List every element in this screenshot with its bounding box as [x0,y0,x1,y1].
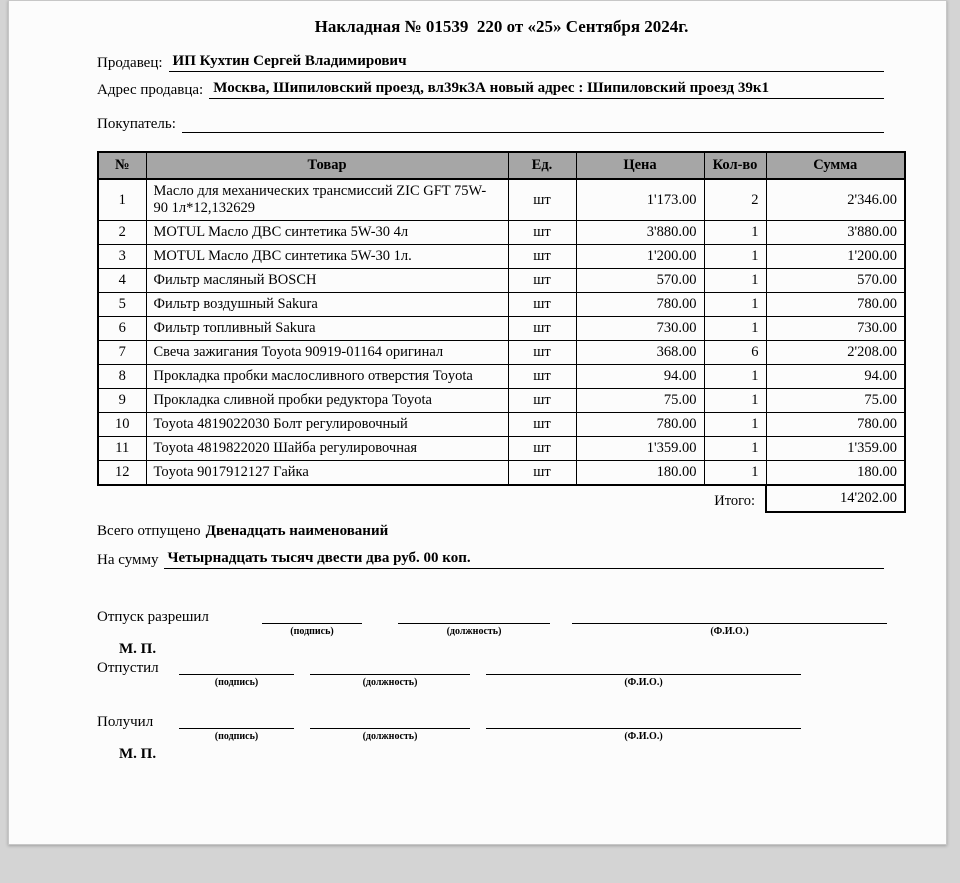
sig-row-received [97,714,906,742]
table-row [98,269,905,293]
cell-price: 368.00 [576,341,704,365]
amount-label: На сумму [97,552,159,568]
cell-unit: шт [508,437,576,461]
seller-address-label: Адрес продавца: [97,82,204,98]
amount-summary [97,550,884,569]
cell-sum: 1'359.00 [766,437,905,461]
sig-row-release-allowed [97,609,906,637]
signature-line [262,609,362,624]
cell-price: 1'359.00 [576,437,704,461]
cell-unit: шт [508,221,576,245]
signature-line [179,714,294,729]
signature-blank [179,660,294,688]
signature-caption: (подпись) [214,677,259,688]
cell-number: 12 [98,461,146,486]
cell-item: Toyota 4819822020 Шайба регулировочная [146,437,508,461]
cell-qty: 1 [704,269,766,293]
cell-price: 3'880.00 [576,221,704,245]
cell-price: 570.00 [576,269,704,293]
fio-blank [486,660,801,688]
released-by-label: Отпустил [97,660,159,676]
table-row [98,221,905,245]
released-label: Всего отпущено [97,523,201,539]
cell-price: 1'173.00 [576,179,704,221]
cell-unit: шт [508,245,576,269]
page-title: Накладная № 01539 220 от «25» Сентября 2024г. [314,17,689,36]
items-table-body [98,179,905,485]
cell-number: 3 [98,245,146,269]
cell-sum: 75.00 [766,389,905,413]
position-blank [310,714,470,742]
released-value: Двенадцать наименований [205,523,389,539]
position-line [310,660,470,675]
position-caption: (должность) [362,677,418,688]
cell-unit: шт [508,341,576,365]
cell-number: 10 [98,413,146,437]
cell-sum: 1'200.00 [766,245,905,269]
cell-price: 780.00 [576,413,704,437]
table-row [98,437,905,461]
cell-sum: 2'208.00 [766,341,905,365]
fio-blank [572,609,887,637]
cell-sum: 570.00 [766,269,905,293]
table-row [98,293,905,317]
items-table-header [98,152,905,179]
cell-item: Свеча зажигания Toyota 90919-01164 оригинал [146,341,508,365]
cell-number: 11 [98,437,146,461]
cell-item: Фильтр топливный Sakura [146,317,508,341]
cell-number: 9 [98,389,146,413]
signature-blank [262,609,362,637]
stamp-mark: М. П. [119,746,157,762]
cell-sum: 180.00 [766,461,905,486]
seller-value: ИП Кухтин Сергей Владимирович [169,53,884,72]
cell-qty: 1 [704,437,766,461]
table-row [98,413,905,437]
table-row [98,317,905,341]
cell-item: Фильтр воздушный Sakura [146,293,508,317]
released-summary [97,523,884,540]
cell-sum: 3'880.00 [766,221,905,245]
seller-label: Продавец: [97,55,163,71]
cell-price: 1'200.00 [576,245,704,269]
column-header-1: Товар [146,152,508,179]
fio-caption: (Ф.И.О.) [710,626,749,637]
cell-item: Прокладка сливной пробки редуктора Toyota [146,389,508,413]
received-by-label: Получил [97,714,154,730]
cell-sum: 730.00 [766,317,905,341]
position-caption: (должность) [446,626,502,637]
buyer-field [97,115,884,133]
cell-item: MOTUL Масло ДВС синтетика 5W-30 4л [146,221,508,245]
column-header-5: Сумма [766,152,905,179]
cell-qty: 1 [704,461,766,486]
cell-price: 75.00 [576,389,704,413]
cell-qty: 1 [704,293,766,317]
spacer [97,688,906,714]
seller-address-field [97,80,884,99]
cell-number: 5 [98,293,146,317]
cell-unit: шт [508,389,576,413]
cell-qty: 1 [704,245,766,269]
column-header-3: Цена [576,152,704,179]
signature-caption: (подпись) [214,731,259,742]
cell-qty: 2 [704,179,766,221]
cell-price: 780.00 [576,293,704,317]
column-header-0: № [98,152,146,179]
buyer-label: Покупатель: [97,116,176,132]
total-value: 14'202.00 [765,486,906,513]
table-row [98,179,905,221]
header-row [98,152,905,179]
cell-unit: шт [508,365,576,389]
cell-number: 2 [98,221,146,245]
amount-value: Четырнадцать тысяч двести два руб. 00 коп. [164,550,885,569]
table-row [98,365,905,389]
cell-number: 6 [98,317,146,341]
table-row [98,341,905,365]
cell-item: Toyota 9017912127 Гайка [146,461,508,486]
column-header-4: Кол-во [704,152,766,179]
cell-sum: 2'346.00 [766,179,905,221]
position-line [310,714,470,729]
fio-blank [486,714,801,742]
cell-qty: 1 [704,317,766,341]
table-row [98,389,905,413]
cell-qty: 1 [704,413,766,437]
cell-item: Масло для механических трансмиссий ZIC GFT 75W-90 1л*12,132629 [146,179,508,221]
cell-unit: шт [508,461,576,486]
table-row [98,245,905,269]
position-blank [310,660,470,688]
cell-qty: 1 [704,221,766,245]
cell-item: Фильтр масляный BOSCH [146,269,508,293]
position-caption: (должность) [362,731,418,742]
position-blank [398,609,550,637]
seller-address-value: Москва, Шипиловский проезд, вл39к3А новый адрес : Шипиловский проезд 39к1 [209,80,884,99]
fio-line [486,660,801,675]
cell-number: 1 [98,179,146,221]
stamp-mark: М. П. [119,641,157,657]
fio-line [486,714,801,729]
seller-field [97,53,884,72]
document-page [8,0,947,845]
cell-sum: 94.00 [766,365,905,389]
cell-price: 94.00 [576,365,704,389]
cell-item: Прокладка пробки маслосливного отверстия Toyota [146,365,508,389]
cell-unit: шт [508,293,576,317]
total-label: Итого: [714,493,755,509]
total-row [97,486,906,513]
sig-row-released [97,660,906,688]
fio-line [572,609,887,624]
cell-item: MOTUL Масло ДВС синтетика 5W-30 1л. [146,245,508,269]
signature-line [179,660,294,675]
table-row [98,461,905,486]
release-allowed-label: Отпуск разрешил [97,609,209,625]
cell-qty: 1 [704,365,766,389]
cell-unit: шт [508,317,576,341]
signatures-block [97,609,906,763]
signature-blank [179,714,294,742]
cell-unit: шт [508,269,576,293]
cell-price: 180.00 [576,461,704,486]
column-header-2: Ед. [508,152,576,179]
cell-unit: шт [508,413,576,437]
buyer-value [182,115,884,133]
cell-price: 730.00 [576,317,704,341]
cell-qty: 6 [704,341,766,365]
cell-sum: 780.00 [766,413,905,437]
cell-sum: 780.00 [766,293,905,317]
cell-number: 4 [98,269,146,293]
signature-caption: (подпись) [290,626,334,637]
fio-caption: (Ф.И.О.) [624,731,663,742]
cell-number: 7 [98,341,146,365]
fio-caption: (Ф.И.О.) [624,677,663,688]
cell-number: 8 [98,365,146,389]
cell-unit: шт [508,179,576,221]
cell-item: Toyota 4819022030 Болт регулировочный [146,413,508,437]
cell-qty: 1 [704,389,766,413]
items-table [97,151,906,486]
position-line [398,609,550,624]
